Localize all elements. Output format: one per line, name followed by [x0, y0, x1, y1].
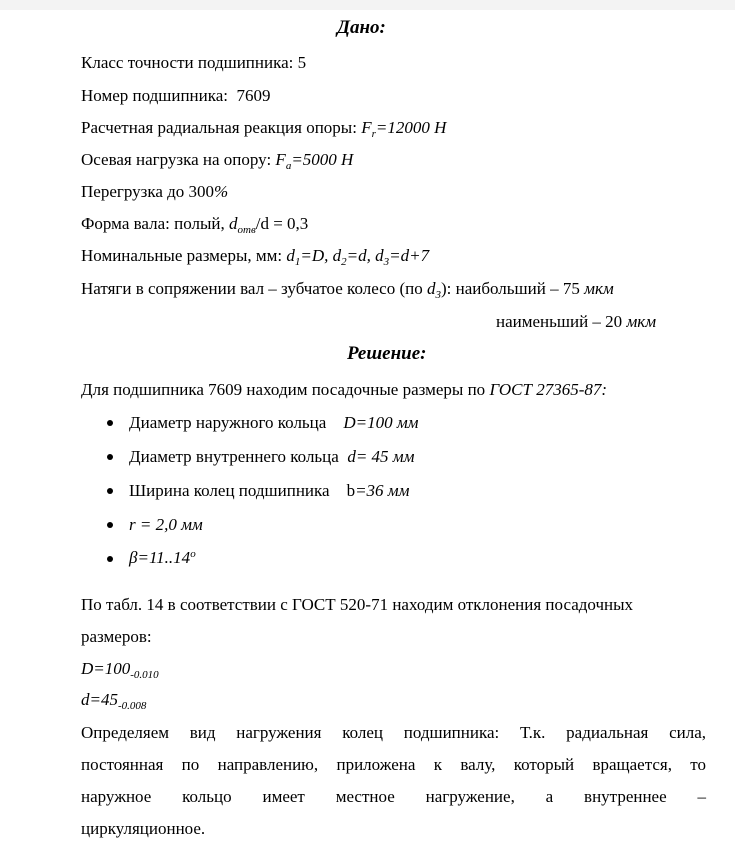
bullet-label: Диаметр наружного кольца — [129, 413, 327, 432]
bullet-value: d= 45 мм — [347, 447, 415, 466]
bullet-inner-diameter — [129, 447, 415, 467]
bullet-icon — [107, 522, 113, 528]
bullet-angle-value: β=11..14 — [129, 548, 191, 567]
axial-label: Осевая нагрузка на опору: — [81, 150, 272, 169]
shaft-symbol: d — [229, 214, 238, 233]
bullet-value: =36 мм — [355, 481, 410, 500]
axial-load — [81, 150, 353, 170]
bullet-angle-sup: o — [190, 548, 196, 560]
interference-max-unit: мкм — [584, 279, 614, 298]
accuracy-class: Класс точности подшипника: 5 — [81, 53, 307, 72]
interference-min-label: наименьший – 20 — [496, 312, 623, 331]
nominal-d1: d — [286, 246, 295, 265]
inner-deviation — [81, 690, 146, 710]
overload-label: Перегрузка до 300 — [81, 182, 215, 201]
shaft-label: Форма вала: полый, — [81, 214, 225, 233]
inner-deviation-value: d=45 — [81, 690, 118, 709]
bullet-icon — [107, 454, 113, 460]
shaft-rest: /d = 0,3 — [255, 214, 309, 233]
overload-unit: % — [214, 182, 229, 201]
solution-intro-standard: ГОСТ 27365-87: — [489, 380, 608, 399]
outer-deviation-sub: -0.010 — [130, 669, 159, 681]
top-bar — [0, 0, 735, 10]
nominal-d1-sub: 1 — [294, 256, 301, 268]
bullet-value-plain: b — [346, 481, 356, 500]
bullet-outer-diameter — [129, 413, 419, 433]
bullet-icon — [107, 488, 113, 494]
bullet-icon — [107, 420, 113, 426]
interference — [81, 279, 614, 299]
table-ref-line-1: По табл. 14 в соответствии с ГОСТ 520-71 находим отклонения посадочных — [81, 595, 634, 614]
outer-deviation-value: D=100 — [81, 659, 131, 678]
nominal-d3-val: =d+7 — [389, 246, 430, 265]
solution-intro-text: Для подшипника 7609 находим посадочные размеры по — [81, 380, 486, 399]
interference-sym: d — [427, 279, 436, 298]
radial-sub: r — [371, 128, 376, 140]
solution-intro — [81, 380, 607, 400]
solution-heading: Решение: — [347, 343, 427, 364]
nominal-d3: d — [375, 246, 384, 265]
axial-sub: a — [285, 160, 292, 172]
bullet-value: D=100 мм — [343, 413, 419, 432]
load-para-line-4: циркуляционное. — [81, 819, 206, 838]
inner-deviation-sub: -0.008 — [117, 700, 147, 712]
interference-label: Натяги в сопряжении вал – зубчатое колесо (по — [81, 279, 423, 298]
nominal-d1-val: =D, — [300, 246, 329, 265]
shaft-form — [81, 214, 308, 234]
radial-label: Расчетная радиальная реакция опоры: — [81, 118, 357, 137]
bullet-ring-width — [129, 481, 410, 501]
interference-sub: 3 — [435, 289, 441, 301]
nominal-d2-val: =d, — [346, 246, 371, 265]
bullet-icon — [107, 556, 113, 562]
nominal-d2: d — [332, 246, 342, 265]
load-para-line-3: наружное кольцо имеет местное нагружение, а внутреннее – — [81, 787, 706, 806]
bullet-label: Ширина колец подшипника — [129, 481, 330, 500]
outer-deviation — [81, 659, 159, 679]
radial-reaction — [81, 118, 446, 138]
overload — [81, 182, 228, 202]
interference-min — [496, 312, 656, 332]
radial-symbol: F — [361, 118, 372, 137]
load-para-line-2: постоянная по направлению, приложена к валу, который вращается, то — [81, 755, 706, 774]
radial-value: =12000 Н — [375, 118, 447, 137]
interference-max-label: наибольший – 75 — [455, 279, 580, 298]
nominal-d3-sub: 3 — [383, 256, 390, 268]
load-para-line-1: Определяем вид нагружения колец подшипника: Т.к. радиальная сила, — [81, 723, 706, 742]
bullet-radius: r = 2,0 мм — [129, 515, 203, 534]
nominal-label: Номинальные размеры, мм: — [81, 246, 283, 265]
interference-close: ): — [441, 279, 452, 298]
bullet-angle — [129, 548, 196, 568]
shaft-sub: отв — [237, 224, 256, 236]
table-ref-line-2: размеров: — [81, 627, 152, 646]
bearing-number — [81, 86, 271, 106]
bearing-number-label: Номер подшипника: — [81, 86, 229, 105]
axial-symbol: F — [275, 150, 286, 169]
bearing-number-value: 7609 — [236, 86, 271, 105]
axial-value: =5000 Н — [291, 150, 354, 169]
bullet-label: Диаметр внутреннего кольца — [129, 447, 339, 466]
given-heading: Дано: — [337, 17, 386, 38]
nominal-sizes — [81, 246, 429, 266]
interference-min-unit: мкм — [626, 312, 657, 331]
nominal-d2-sub: 2 — [341, 256, 347, 268]
